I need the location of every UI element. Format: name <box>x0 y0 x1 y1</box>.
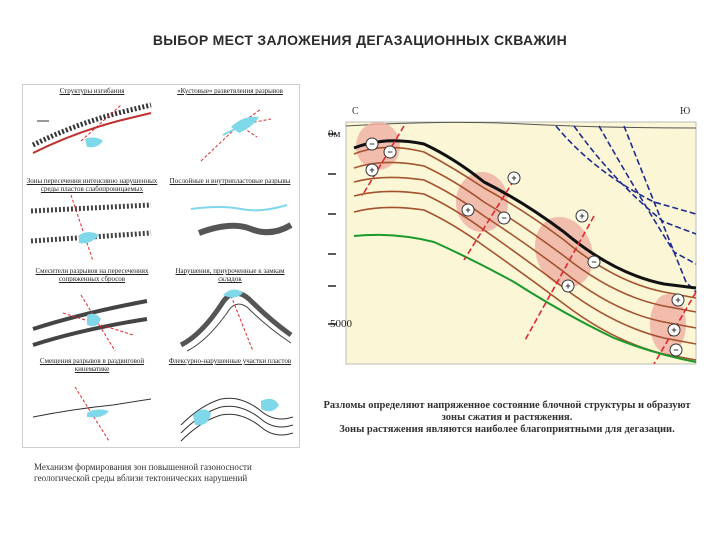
caption-line-1: Разломы определяют напряженное состояние блочной структуры и образуют зоны сжатия и растяжения. <box>323 400 691 423</box>
plus-marker: + <box>369 165 375 175</box>
plus-marker: + <box>465 205 471 215</box>
flexure-diagram <box>161 355 299 445</box>
plus-marker: + <box>675 295 681 305</box>
schematic-label: Зоны пересечения интенсивно нарушенных среды пластов слабопроницаемых <box>26 177 158 193</box>
junction-diagram <box>23 265 161 355</box>
schematic-label: Структуры изгибания <box>59 87 125 95</box>
schematic-label: Флексурно-нарушенные участки пластов <box>168 357 292 365</box>
plus-marker: + <box>579 211 585 221</box>
depth-bottom-label: 5000 <box>330 318 352 330</box>
fold-hinge-diagram <box>161 265 299 355</box>
schematic-label: Смесители разрывов на пересечениях сопряженных сбросов <box>35 267 149 283</box>
minus-marker: − <box>369 139 375 149</box>
schematic-label: Послойные и внутрипластовые разрывы <box>169 177 291 185</box>
minus-marker: − <box>673 345 679 355</box>
schematic-label: «Кустовые» разветвления разрывов <box>177 87 283 95</box>
south-label: Ю <box>680 106 691 117</box>
bending-diagram <box>23 85 161 175</box>
plus-marker: + <box>671 325 677 335</box>
depth-top-label: 0м <box>328 128 341 140</box>
minus-marker: − <box>591 257 597 267</box>
schematic-fault-junctions <box>23 265 161 355</box>
schematic-bending-structures <box>23 85 161 175</box>
bedding-diagram <box>161 175 299 265</box>
north-label: С <box>352 106 359 117</box>
intersection-diagram <box>23 175 161 265</box>
schematic-extensional-offsets <box>23 355 161 445</box>
schematic-label: Нарушения, приуроченные к замкам складок <box>175 267 285 283</box>
depth-ticks <box>328 134 336 324</box>
left-panel-caption: Механизм формирования зон повышенной газоносности геологической среды вблизи тектонических нарушений <box>34 462 252 483</box>
page-title: ВЫБОР МЕСТ ЗАЛОЖЕНИЯ ДЕГАЗАЦИОННЫХ СКВАЖИН <box>152 32 568 48</box>
plus-marker: + <box>565 281 571 291</box>
section-caption <box>318 400 696 436</box>
section-drawing <box>324 92 700 394</box>
extensional-diagram <box>23 355 161 445</box>
branching-diagram <box>161 85 299 175</box>
section-background <box>346 122 696 364</box>
schematic-label: Смещения разрывов в раздвиговой кинематике <box>39 357 145 373</box>
schematic-branching-faults <box>161 85 299 175</box>
plus-marker: + <box>511 173 517 183</box>
minus-marker: − <box>387 147 393 157</box>
left-schematics-panel <box>22 84 300 448</box>
geological-section <box>324 92 700 394</box>
minus-marker: − <box>501 213 507 223</box>
schematic-fold-hinge-faults <box>161 265 299 355</box>
schematic-flexure-zones <box>161 355 299 445</box>
schematic-intersection-zones <box>23 175 161 265</box>
caption-line-2: Зоны растяжения являются наиболее благоприятными для дегазации. <box>339 424 675 435</box>
schematic-bedding-faults <box>161 175 299 265</box>
